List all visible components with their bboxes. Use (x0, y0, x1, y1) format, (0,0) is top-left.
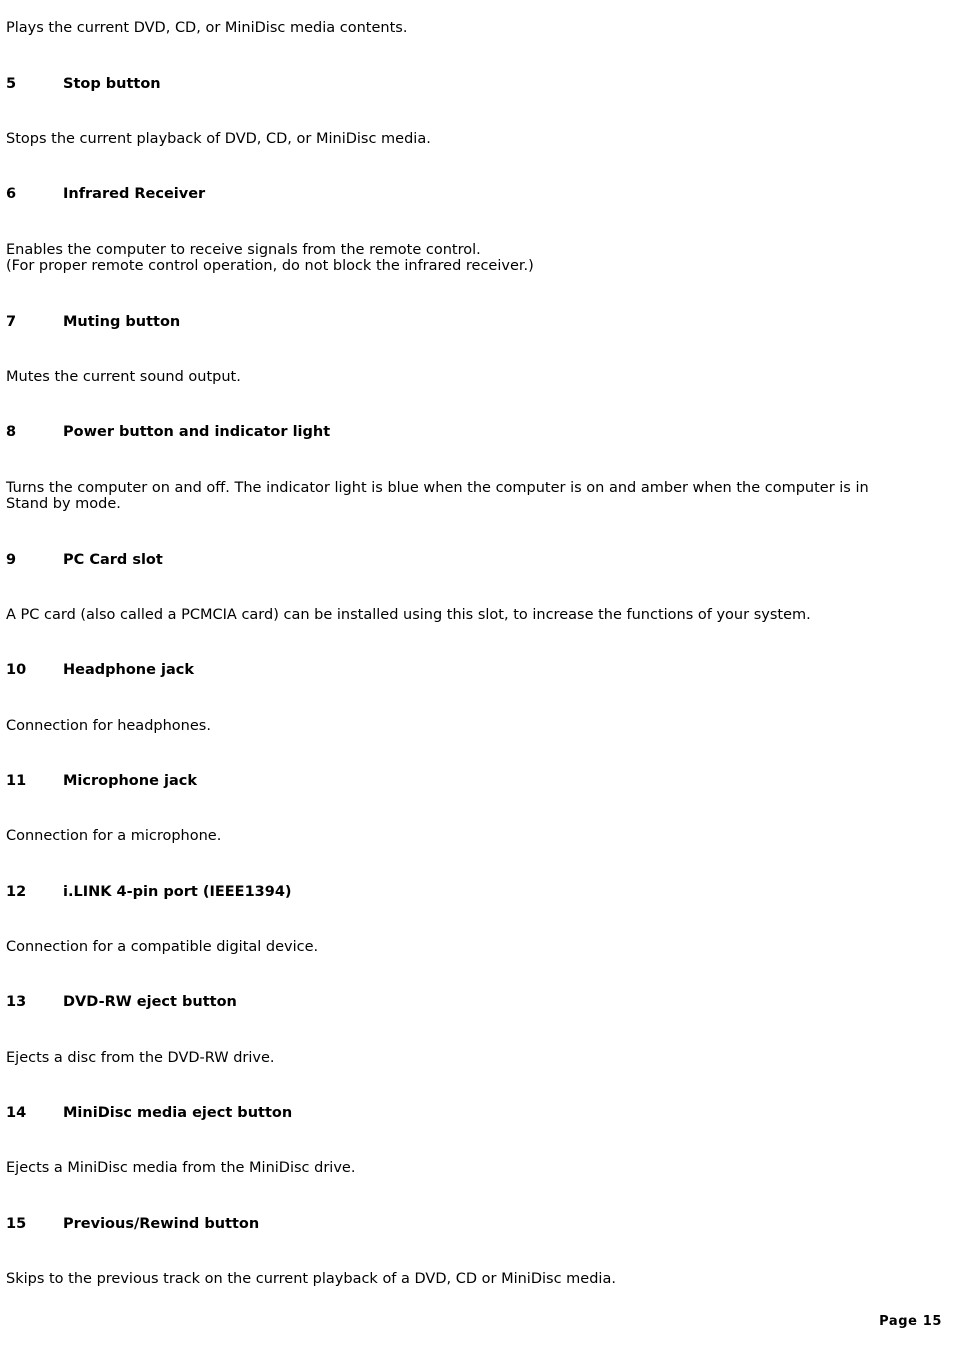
item-title: MiniDisc media eject button (63, 1105, 293, 1121)
item-title: PC Card slot (63, 552, 163, 568)
item-description: Connection for a microphone. (6, 828, 222, 844)
item-number: 10 (6, 662, 27, 678)
item-title: Infrared Receiver (63, 186, 206, 202)
item-description: A PC card (also called a PCMCIA card) can be installed using this slot, to increase the functions of your system. (6, 607, 811, 623)
item-description: Turns the computer on and off. The indicator light is blue when the computer is on and amber when the computer is in (6, 480, 869, 496)
item-title: Microphone jack (63, 773, 197, 789)
item-description: Ejects a MiniDisc media from the MiniDisc drive. (6, 1160, 356, 1176)
item-number: 6 (6, 186, 17, 202)
item-description: Ejects a disc from the DVD-RW drive. (6, 1050, 275, 1066)
item-number: 7 (6, 314, 17, 330)
item-title: DVD-RW eject button (63, 994, 237, 1010)
item-title: Stop button (63, 76, 161, 92)
item-description: Enables the computer to receive signals from the remote control. (6, 242, 481, 258)
item-description: Connection for headphones. (6, 718, 211, 734)
item-title: Power button and indicator light (63, 424, 331, 440)
item-number: 11 (6, 773, 27, 789)
item-number: 15 (6, 1216, 27, 1232)
item-number: 5 (6, 76, 17, 92)
item-description: Skips to the previous track on the current playback of a DVD, CD or MiniDisc media. (6, 1271, 616, 1287)
page-number: Page 15 (879, 1314, 942, 1329)
item-title: Muting button (63, 314, 181, 330)
item-number: 12 (6, 884, 27, 900)
item-number: 14 (6, 1105, 27, 1121)
item-title: Previous/Rewind button (63, 1216, 260, 1232)
item-title: i.LINK 4-pin port (IEEE1394) (63, 884, 292, 900)
item-number: 9 (6, 552, 17, 568)
intro-text: Plays the current DVD, CD, or MiniDisc media contents. (6, 20, 408, 36)
item-number: 13 (6, 994, 27, 1010)
item-description: (For proper remote control operation, do not block the infrared receiver.) (6, 258, 534, 274)
item-description: Stand by mode. (6, 496, 121, 512)
item-description: Connection for a compatible digital device. (6, 939, 319, 955)
item-description: Mutes the current sound output. (6, 369, 241, 385)
item-description: Stops the current playback of DVD, CD, or MiniDisc media. (6, 131, 431, 147)
item-title: Headphone jack (63, 662, 194, 678)
item-number: 8 (6, 424, 17, 440)
